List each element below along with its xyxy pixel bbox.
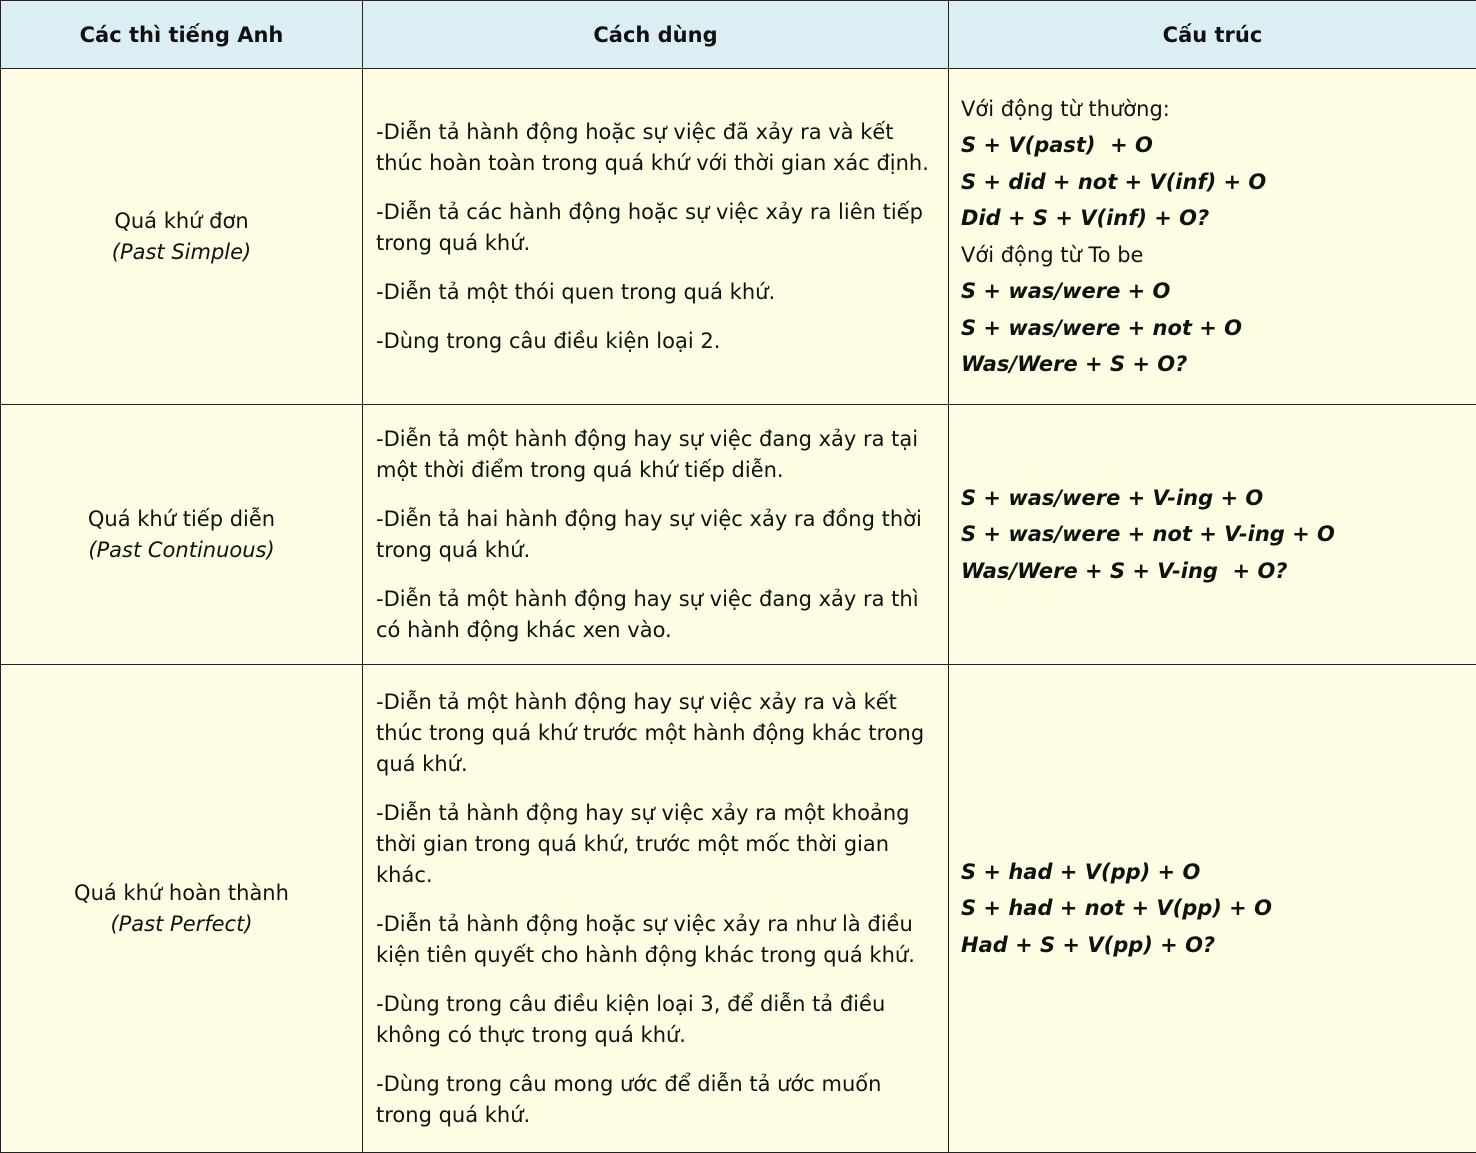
structure-cell <box>949 405 1476 665</box>
tense-name-en: (Past Perfect) <box>2 909 361 940</box>
tense-name-en: (Past Simple) <box>2 237 361 268</box>
structure-formula: S + V(past) + O <box>961 127 1464 164</box>
usage-item: -Diễn tả hành động hoặc sự việc đã xảy ra và kết thúc hoàn toàn trong quá khứ với thời gian xác định. <box>376 117 934 179</box>
structure-formula: S + had + V(pp) + O <box>961 854 1464 891</box>
structure-formula: S + was/were + V-ing + O <box>961 480 1464 517</box>
header-structure: Cấu trúc <box>949 1 1476 69</box>
tense-name-vi: Quá khứ tiếp diễn <box>2 504 361 535</box>
usage-item: -Diễn tả hành động hoặc sự việc xảy ra như là điều kiện tiên quyết cho hành động khác trong quá khứ. <box>376 909 934 971</box>
usage-item: -Diễn tả hai hành động hay sự việc xảy ra đồng thời trong quá khứ. <box>376 504 934 566</box>
usage-item: -Dùng trong câu điều kiện loại 3, để diễn tả điều không có thực trong quá khứ. <box>376 989 934 1051</box>
tense-cell <box>1 69 363 405</box>
table-row <box>1 665 1476 1153</box>
structure-formula: S + was/were + O <box>961 273 1464 310</box>
tense-cell <box>1 665 363 1153</box>
table-header <box>1 1 1476 69</box>
usage-item: -Diễn tả một hành động hay sự việc đang xảy ra tại một thời điểm trong quá khứ tiếp diễn. <box>376 424 934 486</box>
usage-item: -Dùng trong câu điều kiện loại 2. <box>376 326 934 357</box>
tense-name-en: (Past Continuous) <box>2 535 361 566</box>
usage-item: -Diễn tả một hành động hay sự việc đang xảy ra thì có hành động khác xen vào. <box>376 584 934 646</box>
structure-formula: Was/Were + S + O? <box>961 346 1464 383</box>
usage-cell <box>363 69 949 405</box>
usage-item: -Diễn tả một thói quen trong quá khứ. <box>376 277 934 308</box>
usage-item: -Diễn tả các hành động hoặc sự việc xảy ra liên tiếp trong quá khứ. <box>376 197 934 259</box>
structure-heading: Với động từ To be <box>961 237 1464 274</box>
tense-name-vi: Quá khứ đơn <box>2 206 361 237</box>
structure-formula: S + was/were + not + O <box>961 310 1464 347</box>
tense-cell <box>1 405 363 665</box>
tense-name-vi: Quá khứ hoàn thành <box>2 878 361 909</box>
usage-cell <box>363 405 949 665</box>
usage-item: -Diễn tả hành động hay sự việc xảy ra một khoảng thời gian trong quá khứ, trước một mốc thời gian khác. <box>376 798 934 891</box>
header-usage: Cách dùng <box>363 1 949 69</box>
header-row <box>1 1 1476 69</box>
structure-formula: S + did + not + V(inf) + O <box>961 164 1464 201</box>
structure-heading: Với động từ thường: <box>961 91 1464 128</box>
header-tenses: Các thì tiếng Anh <box>1 1 363 69</box>
usage-cell <box>363 665 949 1153</box>
table-row <box>1 405 1476 665</box>
table-row <box>1 69 1476 405</box>
structure-formula: Had + S + V(pp) + O? <box>961 927 1464 964</box>
structure-formula: Was/Were + S + V-ing + O? <box>961 553 1464 590</box>
structure-cell <box>949 69 1476 405</box>
structure-formula: S + had + not + V(pp) + O <box>961 890 1464 927</box>
structure-cell <box>949 665 1476 1153</box>
structure-formula: Did + S + V(inf) + O? <box>961 200 1464 237</box>
usage-item: -Diễn tả một hành động hay sự việc xảy ra và kết thúc trong quá khứ trước một hành động khác trong quá khứ. <box>376 687 934 780</box>
usage-item: -Dùng trong câu mong ước để diễn tả ước muốn trong quá khứ. <box>376 1069 934 1131</box>
structure-formula: S + was/were + not + V-ing + O <box>961 516 1464 553</box>
